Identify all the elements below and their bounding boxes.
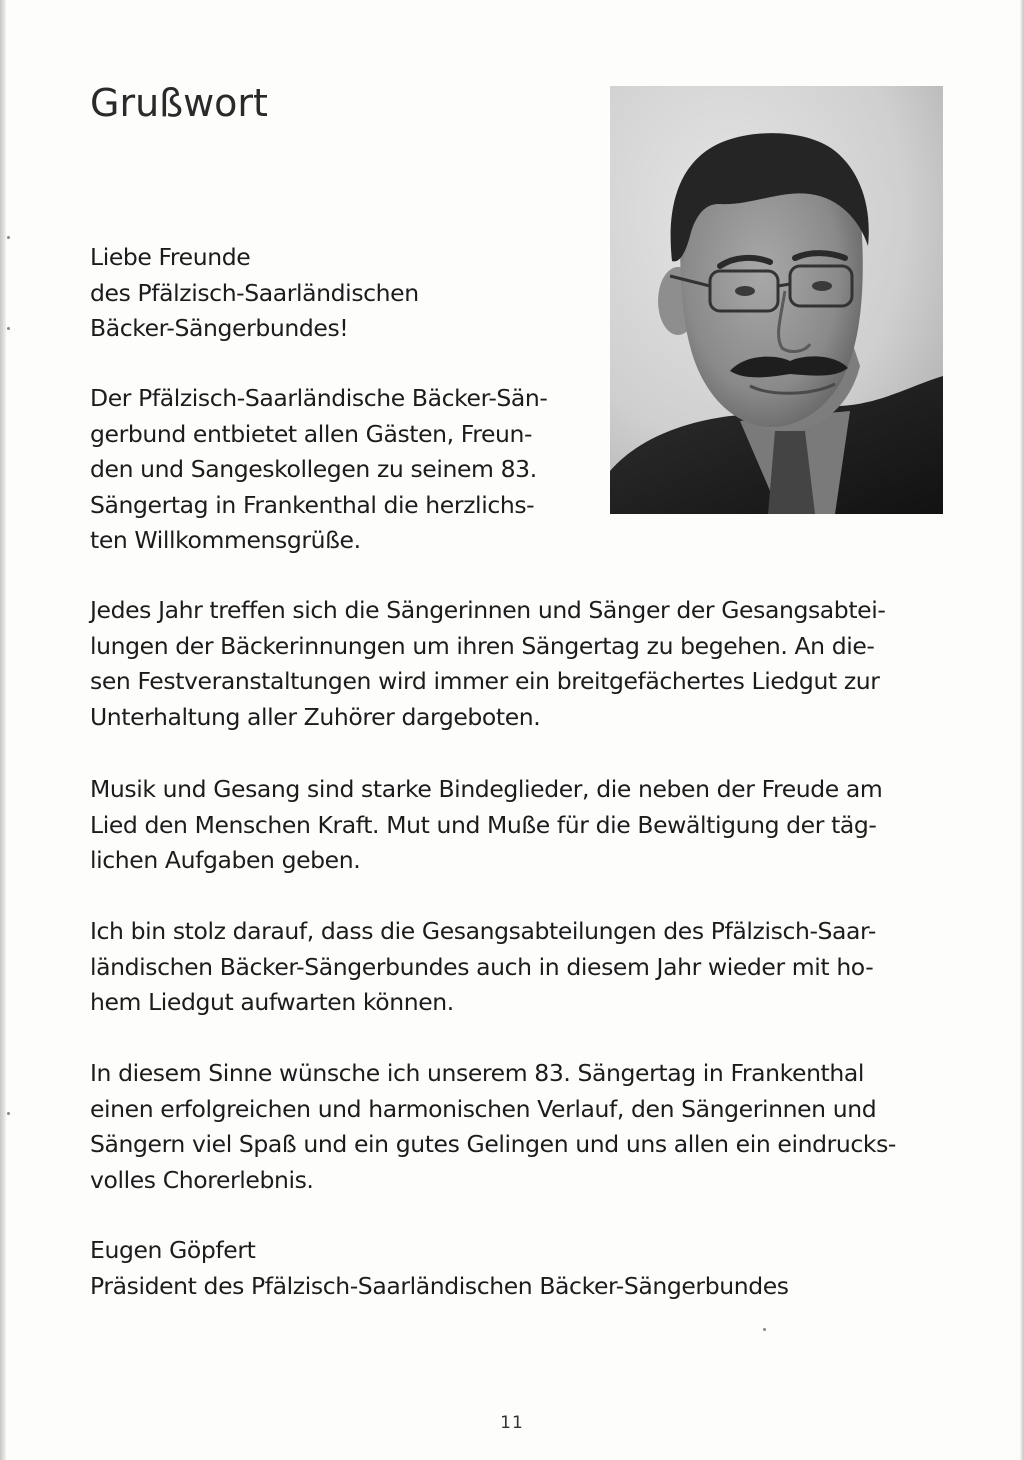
greeting-line: des Pfälzisch-Saarländischen	[90, 278, 419, 307]
page-title: Grußwort	[90, 81, 268, 125]
paragraph-line: Jedes Jahr treffen sich die Sängerinnen und Sänger der Gesangsabtei-	[90, 596, 886, 624]
greeting-line: Liebe Freunde	[90, 243, 251, 271]
signature-block	[90, 1233, 789, 1304]
paragraph-line: einen erfolgreichen und harmonischen Verlauf, den Sängerinnen und	[90, 1094, 877, 1123]
scan-speck	[7, 327, 10, 330]
paragraph-line: sen Festveranstaltungen wird immer ein breitgefächertes Liedgut zur	[90, 667, 880, 695]
paragraph-line: Der Pfälzisch-Saarländische Bäcker-Sän-	[90, 384, 548, 412]
paragraph-line: lichen Aufgaben geben.	[90, 846, 361, 874]
portrait-photo-icon	[610, 86, 943, 514]
paragraph-line: volles Chorerlebnis.	[90, 1165, 314, 1194]
signature-role: Präsident des Pfälzisch-Saarländischen Bäcker-Sängerbundes	[90, 1271, 789, 1300]
paragraph-line: In diesem Sinne wünsche ich unserem 83. Sängertag in Frankenthal	[90, 1059, 864, 1087]
signature-name: Eugen Göpfert	[90, 1236, 256, 1264]
paragraph-line: Musik und Gesang sind starke Bindeglieder, die neben der Freude am	[90, 775, 883, 803]
page-edge-right	[1020, 0, 1024, 1460]
page-number: 11	[500, 1413, 524, 1433]
paragraph-line: Sängertag in Frankenthal die herzlichs-	[90, 490, 535, 519]
paragraph-line: Lied den Menschen Kraft. Mut und Muße für die Bewältigung der täg-	[90, 810, 877, 839]
paragraph-line: gerbund entbietet allen Gästen, Freun-	[90, 419, 533, 448]
paragraph-wishes	[90, 1056, 940, 1198]
paragraph-line: Ich bin stolz darauf, dass die Gesangsabteilungen des Pfälzisch-Saar-	[90, 917, 876, 945]
paragraph-line: ländischen Bäcker-Sängerbundes auch in diesem Jahr wieder mit ho-	[90, 952, 874, 981]
paragraph-line: ten Willkommensgrüße.	[90, 526, 361, 554]
paragraph-welcome	[90, 381, 590, 559]
paragraph-line: Unterhaltung aller Zuhörer dargeboten.	[90, 702, 541, 731]
paragraph-line: hem Liedgut aufwarten können.	[90, 988, 454, 1016]
scan-speck	[7, 1112, 10, 1115]
paragraph-line: lungen der Bäckerinnungen um ihren Sängertag zu begehen. An die-	[90, 631, 875, 660]
paragraph-line: den und Sangeskollegen zu seinem 83.	[90, 455, 537, 483]
paragraph-pride	[90, 914, 940, 1021]
greeting-block	[90, 240, 419, 347]
paragraph-line: Sängern viel Spaß und ein gutes Gelingen und uns allen ein eindrucks-	[90, 1130, 896, 1158]
scan-speck	[763, 1328, 766, 1331]
scan-speck	[7, 236, 10, 239]
page-edge-left	[0, 0, 6, 1460]
greeting-line: Bäcker-Sängerbundes!	[90, 314, 349, 342]
paragraph-annual-meeting	[90, 593, 940, 735]
paragraph-music	[90, 772, 940, 879]
